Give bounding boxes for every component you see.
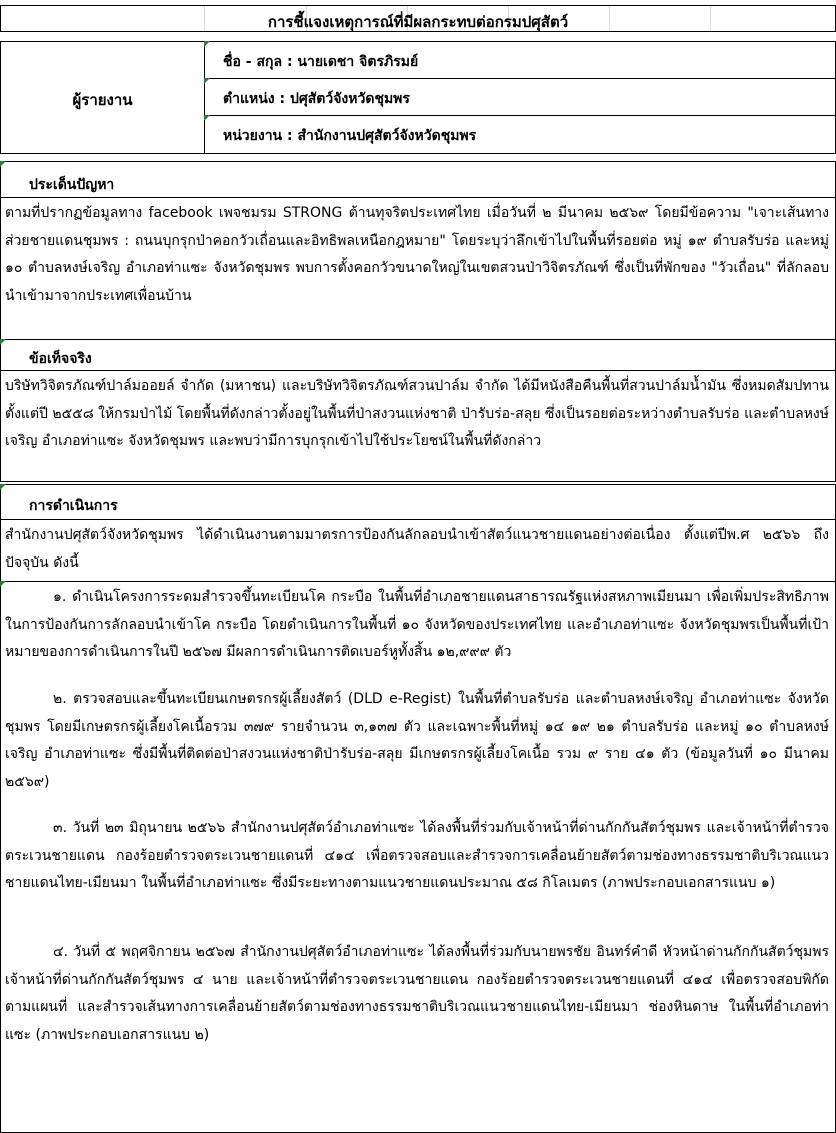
facts-heading: ข้อเท็จจริง [29,351,92,367]
reporter-position: ตำแหน่ง : ปศุสัตว์จังหวัดชุมพร [223,91,410,107]
action-item-1: ๑. ดำเนินโครงการระดมสำรวจขึ้นทะเบียนโค กระบือ ในพื้นที่อำเภอชายแดนสาธารณรัฐแห่งสหภาพเมียนมา เพื่อเพิ่มประสิทธิภาพในการป้องกันการลักลอบนำเข้าโค กระบือ โดยดำเนินการในพื้นที่ ๑๐ จังหวัดของประเทศไทย และอำเภอท่าแซะ จังหวัดชุมพรเป็นพื้นที่เป้าหมายของการดำเนินการในปี ๒๕๖๗ มีผลการดำเนินการติดเบอร์หูทั้งสิ้น ๑๒,๙๙๙ ตัว [5,589,829,660]
cell-marker-icon [204,115,210,121]
cell-marker-icon [0,161,6,167]
actions-section[interactable] [0,484,836,1133]
reporter-position-cell[interactable] [205,79,835,116]
reporter-name-cell[interactable] [205,42,835,79]
facts-text: บริษัทวิจิตรภัณฑ์ปาล์มออยล์ จำกัด (มหาชน) และบริษัทวิจิตรภัณฑ์สวนปาล์ม จำกัด ได้มีหนังสือคืนพื้นที่สวนปาล์มน้ำมัน ซึ่งหมดสัมปทานตั้งแต่ปี ๒๕๕๘ ให้กรมป่าไม้ โดยพื้นที่ดังกล่าวตั้งอยู่ในพื้นที่ป่าสงวนแห่งชาติ ป่ารับร่อ-สลุย ซึ่งเป็นรอยต่อระหว่างตำบลรับร่อ และตำบลหงษ์เจริญ อำเภอท่าแซะ จังหวัดชุมพร และพบว่ามีการบุกรุกเข้าไปใช้ประโยชน์ในพื้นที่ดังกล่าว [5,378,829,449]
facts-section[interactable] [0,339,836,482]
cell-marker-icon [204,78,210,84]
action-item-2: ๒. ตรวจสอบและขึ้นทะเบียนเกษตรกรผู้เลี้ยงสัตว์ (DLD e-Regist) ในพื้นที่ตำบลรับร่อ และตำบลหงษ์เจริญ อำเภอท่าแซะ จังหวัดชุมพร โดยมีเกษตรกรผู้เลี้ยงโคเนื้อรวม ๓๗๙ รายจำนวน ๓,๑๓๗ ตัว และเฉพาะพื้นที่หมู่ ๑๔ ๑๙ ๒๑ ตำบลรับร่อ และหมู่ ๑๐ ตำบลหงษ์เจริญ อำเภอท่าแซะ ซึ่งมีพื้นที่ติดต่อป่าสงวนแห่งชาติป่ารับร่อ-สลุย มีเกษตรกรผู้เลี้ยงโคเนื้อ รวม ๙ ราย ๔๑ ตัว (ข้อมูลวันที่ ๑๐ มีนาคม ๒๕๖๙) [5,691,830,790]
reporter-table [0,41,836,154]
actions-heading: การดำเนินการ [29,498,118,514]
issue-heading: ประเด็นปัญหา [29,177,115,193]
divider [1,197,835,198]
actions-intro: สำนักงานปศุสัตว์จังหวัดชุมพร ได้ดำเนินงานตามมาตรการป้องกันลักลอบนำเข้าสัตว์แนวชายแดนอย่างต่อเนื่อง ตั้งแต่ปีพ.ศ ๒๕๖๖ ถึงปัจจุบัน ดังนี้ [5,527,829,571]
cell-marker-icon [204,41,210,47]
divider [1,519,835,520]
action-item-3: ๓. วันที่ ๒๓ มิถุนายน ๒๕๖๖ สำนักงานปศุสัตว์อำเภอท่าแซะ ได้ลงพื้นที่ร่วมกับเจ้าหน้าที่ด่านกักกันสัตว์ชุมพร และเจ้าหน้าที่ตำรวจตระเวนชายแดน กองร้อยตำรวจตระเวนชายแดนที่ ๔๑๔ เพื่อตรวจสอบและสำรวจการเคลื่อนย้ายสัตว์ตามช่องทางธรรมชาติบริเวณแนวชายแดนไทย-เมียนมา ในพื้นที่อำเภอท่าแซะ ซึ่งมีระยะทางตามแนวชายแดนประมาณ ๕๘ กิโลเมตร (ภาพประกอบเอกสารแนบ ๑) [5,820,829,891]
issue-section[interactable] [0,161,836,340]
document-title-bar [0,5,836,32]
cell-marker-icon [0,484,6,490]
divider [1,370,835,371]
reporter-name: ชื่อ - สกุล : นายเดชา จิตรภิรมย์ [223,54,419,70]
document-title: การชี้แจงเหตุการณ์ที่มีผลกระทบต่อกรมปศุสัตว์ [267,13,569,31]
issue-text: ตามที่ปรากฏข้อมูลทาง facebook เพจชมรม STRONG ต้านทุจริตประเทศไทย เมื่อวันที่ ๒ มีนาคม ๒๕๖๙ โดยมีข้อความ "เจาะเส้นทางส่วยชายแดนชุมพร : ถนนบุกรุกป่าคอกวัวเถื่อนและอิทธิพลเหนือกฎหมาย" โดยระบุว่าลึกเข้าไปในพื้นที่รอยต่อ หมู่ ๑๙ ตำบลรับร่อ และหมู่ ๑๐ ตำบลหงษ์เจริญ อำเภอท่าแซะ จังหวัดชุมพร พบการตั้งคอกวัวขนาดใหญ่ในเขตสวนป่าวิจิตรภัณฑ์ ซึ่งเป็นที่พักของ "วัวเถื่อน" ที่ลักลอบนำเข้ามาจากประเทศเพื่อนบ้าน [5,205,829,304]
action-item-4: ๔. วันที่ ๕ พฤศจิกายน ๒๕๖๗ สำนักงานปศุสัตว์อำเภอท่าแซะ ได้ลงพื้นที่ร่วมกับนายพรชัย อินทร์คำดี หัวหน้าด่านกักกันสัตว์ชุมพร เจ้าหน้าที่ด่านกักกันสัตว์ชุมพร ๔ นาย และเจ้าหน้าที่ตำรวจตระเวนชายแดน กองร้อยตำรวจตระเวนชายแดนที่ ๔๑๔ เพื่อตรวจสอบพิกัดตามแผนที่ และสำรวจเส้นทางการเคลื่อนย้ายสัตว์ตามช่องทางธรรมชาติบริเวณแนวชายแดนไทย-เมียนมา ช่องหินดาษ ในพื้นที่อำเภอท่าแซะ (ภาพประกอบเอกสารแนบ ๒) [5,944,829,1043]
cell-marker-icon [0,339,6,345]
reporter-agency-cell[interactable] [205,116,835,153]
reporter-agency: หน่วยงาน : สำนักงานปศุสัตว์จังหวัดชุมพร [223,128,477,144]
reporter-label: ผู้รายงาน [72,91,133,109]
divider [1,581,835,582]
reporter-label-cell [1,42,205,153]
